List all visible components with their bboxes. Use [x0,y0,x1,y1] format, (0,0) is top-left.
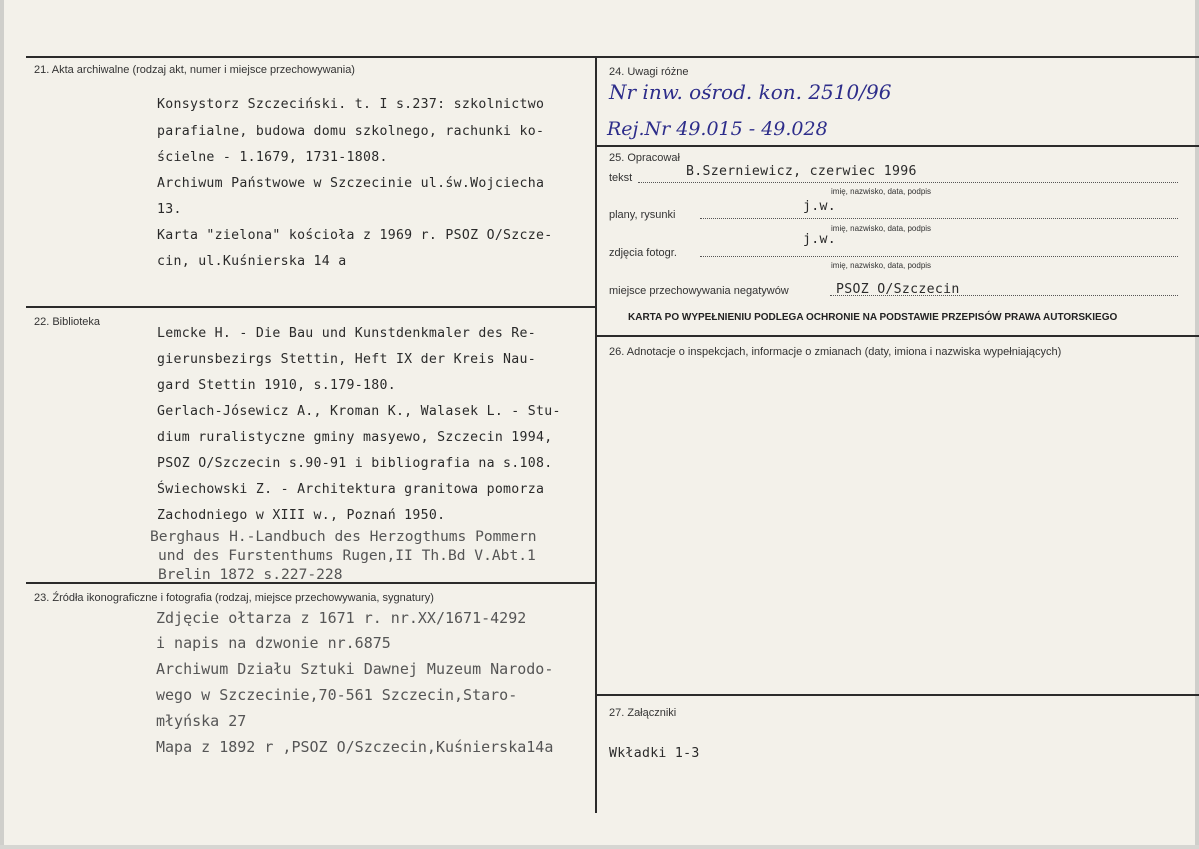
s22-line: Zachodniego w XIII w., Poznań 1950. [157,508,446,523]
s21-line: cin, ul.Kuśnierska 14 a [157,254,347,269]
section-24-label: 24. Uwagi różne [609,66,689,78]
plany-label: plany, rysunki [609,209,676,221]
s22-line: PSOZ O/Szczecin s.90-91 i bibliografia na s.108. [157,456,553,471]
zdjecia-value: j.w. [803,232,836,247]
s21-line: ścielne - 1.1679, 1731-1808. [157,150,388,165]
section-26-label: 26. Adnotacje o inspekcjach, informacje o zmianach (daty, imiona i nazwiska wypełniających) [609,346,1062,358]
tekst-label: tekst [609,172,633,184]
tekst-sublabel: imię, nazwisko, data, podpis [831,187,932,196]
s22-line: Gerlach-Jósewicz A., Kroman K., Walasek L. - Stu- [157,404,561,419]
tekst-value: B.Szerniewicz, czerwiec 1996 [686,164,917,179]
handwritten-register-number: Rej.Nr 49.015 - 49.028 [607,118,828,140]
top-rule [26,56,1199,58]
s21-line: Karta "zielona" kościoła z 1969 r. PSOZ O/Szcze- [157,228,553,243]
s23-line: młyńska 27 [156,712,247,730]
miejsce-label: miejsce przechowywania negatywów [609,285,789,297]
zdjecia-label: zdjęcia fotogr. [609,247,677,259]
handwritten-inventory-number: Nr inw. ośrod. kon. 2510/96 [609,80,892,104]
rule-26-27 [596,694,1199,696]
s22-line: gierunsbezirgs Stettin, Heft IX der Kreis Nau- [157,352,537,367]
section-23-label: 23. Źródła ikonograficzne i fotografia (rodzaj, miejsce przechowywania, sygnatury) [34,592,434,604]
s23-line: Mapa z 1892 r ,PSOZ O/Szczecin,Kuśnierska14a [156,738,554,756]
section-22-label: 22. Biblioteka [34,316,101,328]
rule-21-22 [26,306,596,308]
s22-extra-line: und des Furstenthums Rugen,II Th.Bd V.Abt.1 [158,547,536,564]
rule-25-26 [596,335,1199,337]
s22-line: dium ruralistyczne gminy masyewo, Szczecin 1994, [157,430,553,445]
card-right-edge [1195,0,1199,849]
zdjecia-sublabel: imię, nazwisko, data, podpis [831,261,932,270]
attachments-value: Wkładki 1-3 [609,746,700,761]
s21-line: Archiwum Państwowe w Szczecinie ul.św.Wojciecha [157,176,545,191]
plany-value: j.w. [803,199,836,214]
s23-line: Archiwum Działu Sztuki Dawnej Muzeum Narodo- [156,660,554,678]
s22-extra-line: Berghaus H.-Landbuch des Herzogthums Pommern [150,528,537,545]
miejsce-value: PSOZ O/Szczecin [836,282,960,297]
s21-line: parafialne, budowa domu szkolnego, rachunki ko- [157,124,545,139]
section-27-label: 27. Załączniki [609,707,677,719]
rule-24-25 [596,145,1199,147]
plany-line [700,218,1178,219]
s23-line: wego w Szczecinie,70-561 Szczecin,Staro- [156,686,518,704]
s22-extra-line: Brelin 1872 s.227-228 [158,566,343,583]
section-21-label: 21. Akta archiwalne (rodzaj akt, numer i miejsce przechowywania) [34,64,355,76]
s21-line: 13. [157,202,182,217]
zdjecia-line [700,256,1178,257]
tekst-line [638,182,1178,183]
section-25-label: 25. Opracował [609,152,680,164]
copyright-notice: KARTA PO WYPEŁNIENIU PODLEGA OCHRONIE NA PODSTAWIE PRZEPISÓW PRAWA AUTORSKIEGO [628,312,1118,323]
s22-line: Świechowski Z. - Architektura granitowa pomorza [157,482,545,497]
plany-sublabel: imię, nazwisko, data, podpis [831,224,932,233]
s23-line: i napis na dzwonie nr.6875 [156,634,391,652]
s21-line: Konsystorz Szczeciński. t. I s.237: szkolnictwo [157,97,545,112]
card-bottom-edge [0,845,1199,849]
s22-line: Lemcke H. - Die Bau und Kunstdenkmaler des Re- [157,326,537,341]
s22-line: gard Stettin 1910, s.179-180. [157,378,396,393]
s23-line: Zdjęcie ołtarza z 1671 r. nr.XX/1671-4292 [156,609,527,627]
center-divider [595,56,597,813]
card-left-edge [0,0,4,849]
